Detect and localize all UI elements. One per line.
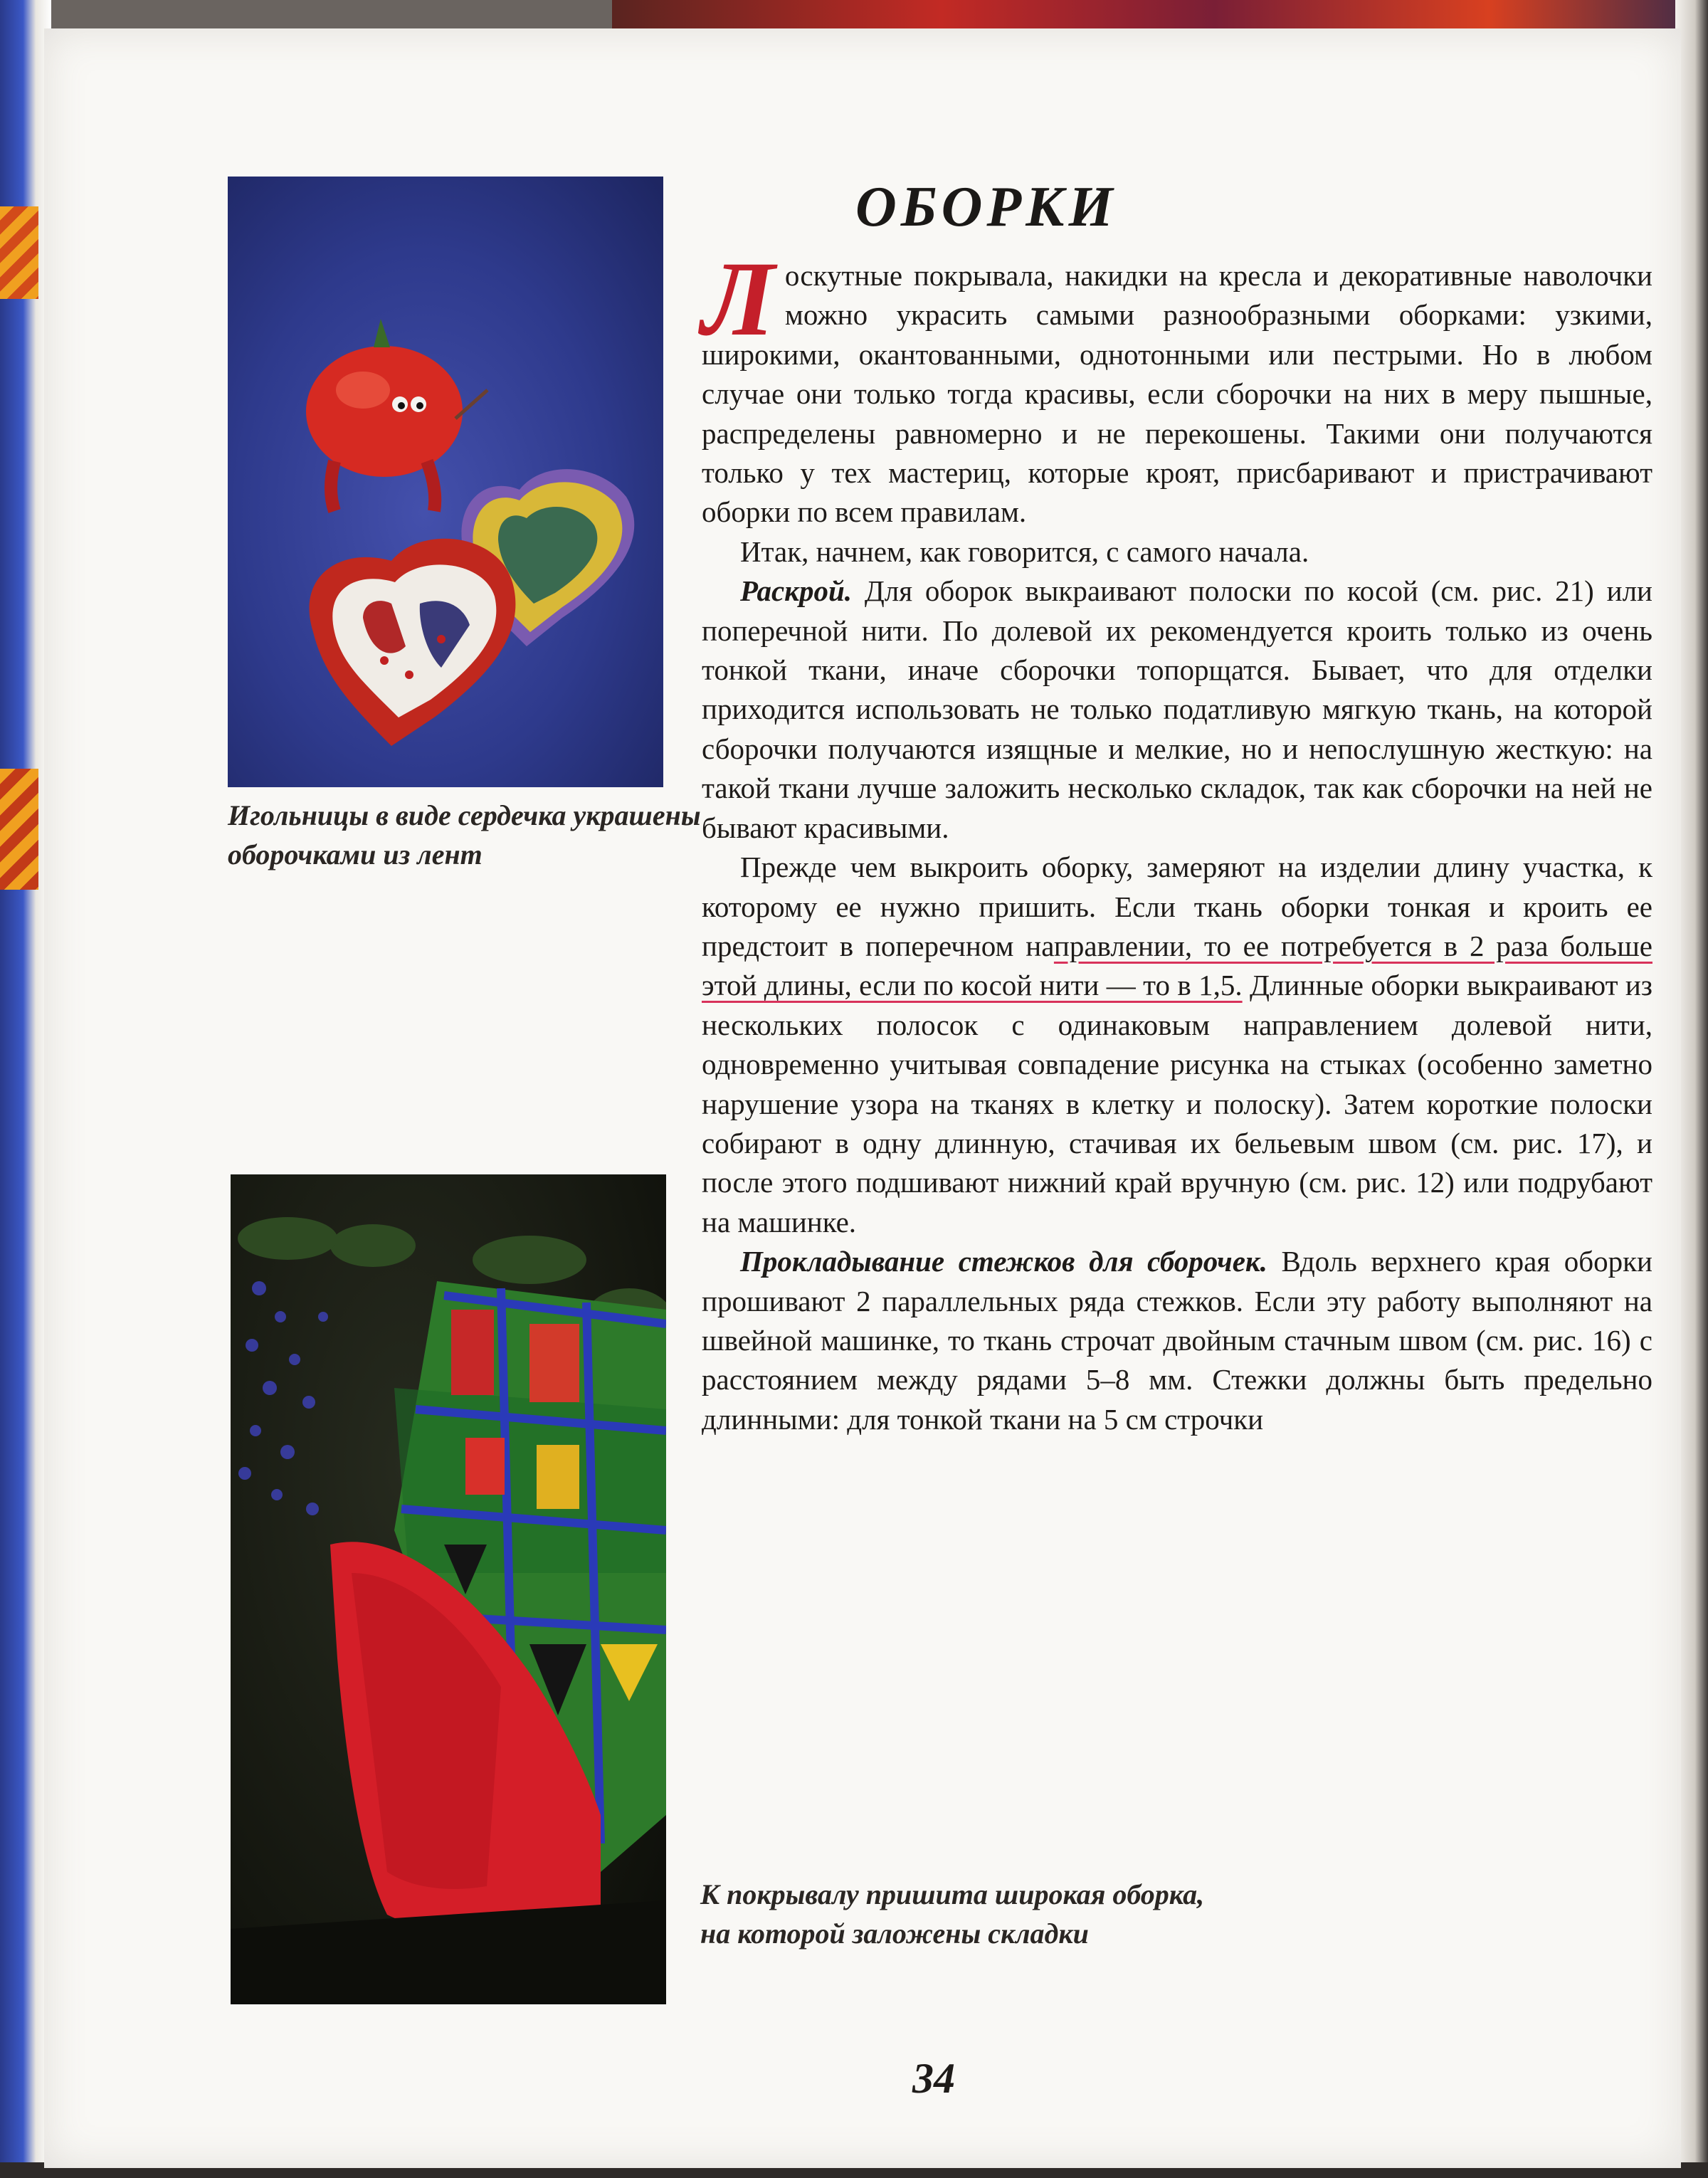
underlined-passage: правлении, то ее потребуется в 2 раза больше этой длины, если по косой нити — то в 1,5.	[702, 929, 1652, 1002]
run-in-heading-cutting: Раскрой.	[740, 574, 853, 608]
article-body	[702, 240, 1653, 1439]
run-in-heading-stitching: Прокладывание стежков для сборочек.	[740, 1245, 1267, 1278]
edge-stripe	[0, 769, 38, 890]
page-number: 34	[912, 2055, 955, 2102]
caption-top: Игольницы в виде сердечка украшены оборочками из лент	[228, 799, 701, 870]
paragraph-3-text: Для оборок выкраивают полоски по косой (см. рис. 21) или поперечной нити. По долевой их рекомендуется кроить только из очень тонкой ткани, иначе сборочки топорщатся. Бывает, что для отделки приходится использовать не только податливую мягкую ткань, на которой сборочки получаются изящные и мелкие, но и непослушную жесткую: на такой ткани лучше заложить несколько складок, так как сборочки на ней не бывают красивыми.	[702, 574, 1652, 844]
paragraph-1-text: оскутные покрывала, накидки на кресла и декоративные наволочки можно украсить самыми разнообразными оборками: узкими, широкими, окантованными, однотонными или пестрыми. Но в любом случае они только тогда красивы, если сборочки на них в меру пышные, распределены равномерно и не перекошены. Такими они получаются только у тех мастериц, которые кроят, присбаривают и пристрачивают оборки по всем правилам.	[702, 259, 1652, 529]
book-page	[44, 28, 1681, 2168]
photo-quilt	[231, 1174, 666, 2004]
paragraph-1	[702, 240, 1652, 532]
caption-bottom: К покрывалу пришита широкая оборка, на которой заложены складки	[700, 1878, 1205, 1950]
paragraph-4	[702, 848, 1652, 1242]
paragraph-2: Итак, начнем, как говорится, с самого начала.	[740, 535, 1309, 568]
paragraph-5	[702, 1242, 1652, 1439]
edge-stripe	[0, 206, 38, 299]
pincushions-illustration	[228, 177, 663, 787]
quilt-illustration	[231, 1174, 666, 2004]
paragraph-3	[702, 572, 1652, 848]
paragraph-5-text: Вдоль верхнего края оборки прошивают 2 параллельных ряда стежков. Если эту работу выполняют на швейной машинке, то ткань строчат двойным стачным швом (см. рис. 16) с расстоянием между рядами 5–8 мм. Стежки должны быть предельно длинными: для тонкой ткани на 5 см строчки	[702, 1245, 1652, 1436]
photo-heart-pincushions	[228, 177, 663, 787]
paragraph-4-text-a: Прежде чем выкроить оборку, замеряют на изделии длину участка, к которому ее нужно пришить. Если ткань оборки тонкая и кроить ее предстоит в поперечном на	[702, 851, 1652, 962]
paragraph-4-text-c: Длинные оборки выкраивают из нескольких полосок с одинаковым направлением долевой нити, одновременно учитывая совпадение рисунка на стыках (особенно заметно нарушение узора на тканях в клетку и полоску). Затем короткие полоски собирают в одну длинную, стачивая их бельевым швом (см. рис. 17), и после этого подшивают нижний край вручную (см. рис. 12) или подрубают на машинке.	[702, 969, 1653, 1238]
page-title: ОБОРКИ	[855, 176, 1117, 238]
drop-cap: Л	[702, 240, 775, 358]
